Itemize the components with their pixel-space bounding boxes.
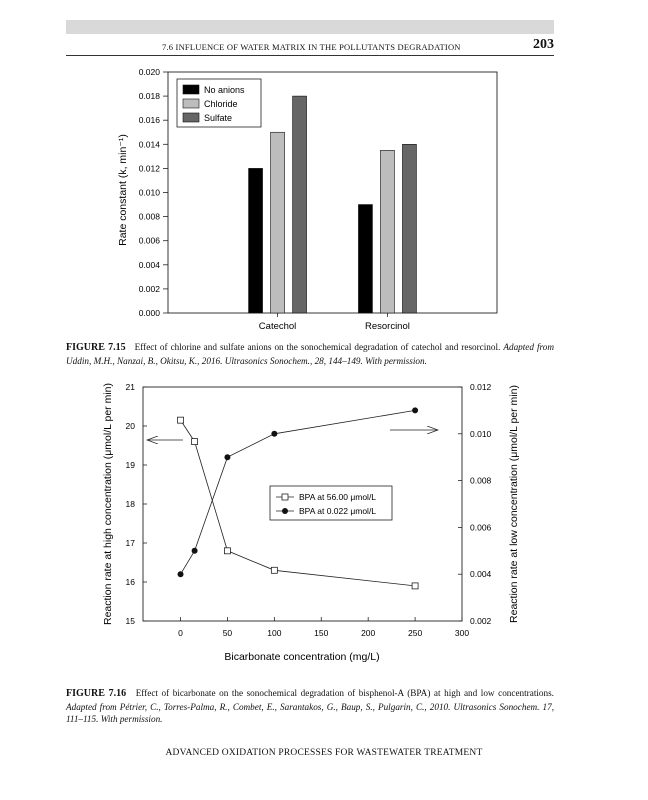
- left-y-tick-label: 18: [125, 499, 135, 509]
- x-tick-label: 150: [314, 628, 329, 638]
- legend-circle-marker-icon: [282, 508, 288, 514]
- figure-7-15-bar-chart: [0, 0, 648, 340]
- figure-7-15-caption-text: Effect of chlorine and sulfate anions on the sonochemical degradation of catechol and resorcinol.: [134, 342, 501, 352]
- legend-square-marker-icon: [282, 494, 288, 500]
- left-y-tick-label: 21: [125, 382, 135, 392]
- left-y-tick-label: 20: [125, 421, 135, 431]
- left-y-tick-label: 15: [125, 616, 135, 626]
- data-point-high-concentration: [178, 417, 184, 423]
- right-y-tick-label: 0.012: [470, 382, 492, 392]
- legend-label: BPA at 56.00 μmol/L: [299, 492, 377, 502]
- y-tick-label: 0.012: [138, 163, 160, 174]
- page-number: 203: [533, 37, 554, 52]
- data-point-low-concentration: [224, 454, 230, 460]
- bar-chloride-catechol: [271, 132, 285, 313]
- x-category-label: Catechol: [258, 321, 297, 332]
- x-tick-label: 200: [361, 628, 376, 638]
- right-y-tick-label: 0.004: [470, 569, 492, 580]
- left-y-tick-label: 17: [125, 538, 135, 548]
- figure-7-16-caption: [66, 687, 554, 726]
- y-tick-label: 0.006: [138, 235, 160, 246]
- legend-label: No anions: [204, 85, 245, 95]
- legend-swatch: [183, 113, 199, 122]
- data-point-high-concentration: [192, 439, 198, 445]
- x-category-label: Resorcinol: [364, 321, 410, 332]
- x-tick-label: 250: [407, 628, 423, 638]
- bar-sulfate-catechol: [293, 96, 307, 313]
- running-footer: ADVANCED OXIDATION PROCESSES FOR WASTEWATER TREATMENT: [165, 748, 483, 758]
- right-y-tick-label: 0.010: [470, 428, 492, 439]
- y-tick-label: 0.016: [138, 115, 160, 126]
- legend-swatch: [183, 99, 199, 108]
- y-tick-label: 0.020: [138, 67, 160, 77]
- right-y-tick-label: 0.006: [470, 522, 492, 533]
- y-tick-label: 0.018: [138, 91, 160, 102]
- y-tick-label: 0.004: [138, 259, 160, 270]
- line-chart-left-y-axis-label: Reaction rate at high concentration (μmol/L per min): [102, 382, 114, 626]
- data-point-high-concentration: [271, 567, 277, 573]
- bar-chart-y-axis-label: Rate constant (k, min⁻¹): [117, 134, 129, 246]
- bar-sulfate-resorcinol: [402, 144, 416, 313]
- legend-label: Sulfate: [204, 113, 233, 123]
- bar-no-anions-catechol: [249, 168, 263, 313]
- legend-swatch: [183, 85, 199, 94]
- y-tick-label: 0.014: [138, 139, 160, 150]
- left-y-tick-label: 16: [125, 577, 135, 587]
- legend-label: Chloride: [204, 99, 238, 109]
- x-tick-label: 100: [267, 628, 282, 638]
- data-point-low-concentration: [178, 571, 184, 577]
- data-point-high-concentration: [412, 583, 418, 589]
- left-y-tick-label: 19: [125, 460, 135, 470]
- figure-7-16-caption-text: Effect of bicarbonate on the sonochemical degradation of bisphenol-A (BPA) at high and low concentrations.: [135, 688, 554, 698]
- figure-7-16-line-chart: [0, 370, 648, 675]
- figure-7-15-label: FIGURE 7.15: [66, 342, 126, 353]
- data-point-high-concentration: [224, 548, 230, 554]
- figure-7-16-source: Adapted from Pétrier, C., Torres-Palma, R., Combet, E., Sarantakos, G., Baup, S., Pulgarin, C., 2010. Ultrasonics Sonochem. 17, 111–115. With permission.: [66, 701, 554, 724]
- x-tick-label: 300: [454, 628, 470, 638]
- line-chart-right-y-axis-label: Reaction rate at low concentration (μmol/L per min): [508, 385, 520, 623]
- legend-label: BPA at 0.022 μmol/L: [299, 506, 377, 516]
- right-y-tick-label: 0.008: [470, 475, 492, 486]
- y-tick-label: 0.008: [138, 211, 160, 222]
- data-point-low-concentration: [192, 548, 198, 554]
- running-title: 7.6 INFLUENCE OF WATER MATRIX IN THE POLLUTANTS DEGRADATION: [162, 42, 461, 52]
- bar-chloride-resorcinol: [380, 150, 394, 313]
- y-tick-label: 0.002: [138, 283, 160, 294]
- x-tick-label: 0: [178, 628, 183, 638]
- figure-7-16-label: FIGURE 7.16: [66, 688, 127, 699]
- y-tick-label: 0.010: [138, 187, 160, 198]
- x-tick-label: 50: [222, 628, 233, 638]
- right-y-tick-label: 0.002: [470, 616, 492, 626]
- y-tick-label: 0.000: [138, 308, 160, 318]
- data-point-low-concentration: [271, 431, 277, 437]
- bar-no-anions-resorcinol: [358, 205, 372, 313]
- figure-7-15-caption: [66, 341, 554, 367]
- line-chart-x-axis-label: Bicarbonate concentration (mg/L): [224, 651, 380, 663]
- figure-7-15-source: Adapted from Uddin, M.H., Nanzai, B., Okitsu, K., 2016. Ultrasonics Sonochem., 28, 144–149. With permission.: [66, 342, 554, 366]
- data-point-low-concentration: [412, 407, 418, 413]
